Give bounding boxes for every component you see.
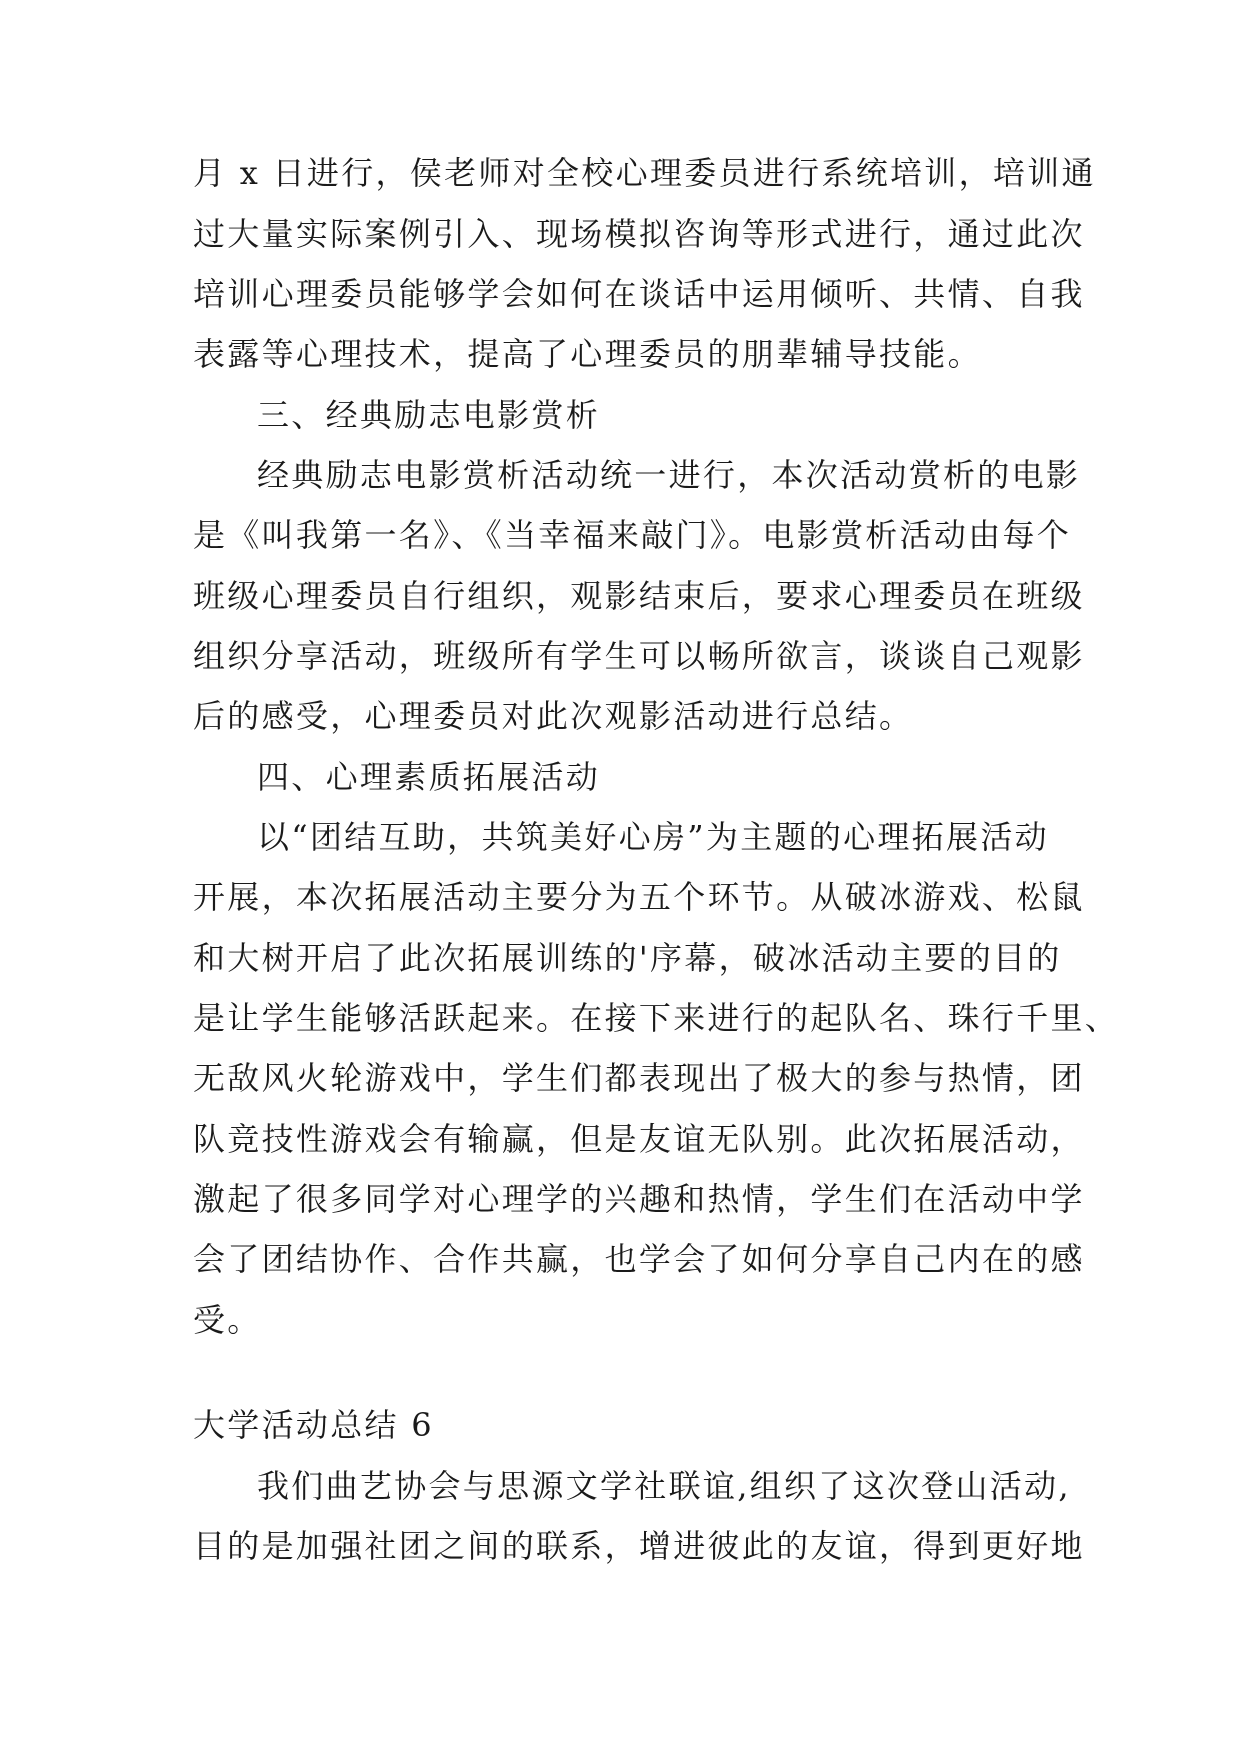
paragraph-line: 以“团结互助，共筑美好心房”为主题的心理拓展活动 [257, 818, 1049, 856]
paragraph-line: 受。 [193, 1301, 262, 1339]
section-heading-3: 三、经典励志电影赏析 [257, 396, 601, 434]
paragraph-line: 是《叫我第一名》、《当幸福来敲门》。电影赏析活动由每个 [193, 516, 1072, 554]
paragraph-line: 开展，本次拓展活动主要分为五个环节。从破冰游戏、松鼠 [193, 878, 1085, 916]
paragraph-line: 和大树开启了此次拓展训练的'序幕，破冰活动主要的目的 [193, 939, 1062, 977]
paragraph-line: 无敌风火轮游戏中，学生们都表现出了极大的参与热情，团 [193, 1059, 1085, 1097]
paragraph-line: 激起了很多同学对心理学的兴趣和热情，学生们在活动中学 [193, 1180, 1085, 1218]
paragraph-line: 班级心理委员自行组织，观影结束后，要求心理委员在班级 [193, 577, 1085, 615]
paragraph-line: 是让学生能够活跃起来。在接下来进行的起队名、珠行千里、 [193, 999, 1120, 1037]
paragraph-line: 会了团结协作、合作共赢，也学会了如何分享自己内在的感 [193, 1240, 1085, 1278]
paragraph-line: 过大量实际案例引入、现场模拟咨询等形式进行，通过此次 [193, 215, 1085, 253]
paragraph-line: 后的感受，心理委员对此次观影活动进行总结。 [193, 697, 914, 735]
paragraph-line: 组织分享活动，班级所有学生可以畅所欲言，谈谈自己观影 [193, 637, 1085, 675]
paragraph-line: 培训心理委员能够学会如何在谈话中运用倾听、共情、自我 [193, 275, 1085, 313]
paragraph-line: 目的是加强社团之间的联系，增进彼此的友谊，得到更好地 [193, 1527, 1085, 1565]
paragraph-line: 队竞技性游戏会有输赢，但是友谊无队别。此次拓展活动， [193, 1120, 1085, 1158]
paragraph-line: 表露等心理技术，提高了心理委员的朋辈辅导技能。 [193, 335, 982, 373]
paragraph-line: 我们曲艺协会与思源文学社联谊,组织了这次登山活动, [257, 1467, 1071, 1505]
paragraph-line: 经典励志电影赏析活动统一进行，本次活动赏析的电影 [257, 456, 1081, 494]
article-title: 大学活动总结 6 [193, 1406, 434, 1444]
section-heading-4: 四、心理素质拓展活动 [257, 758, 601, 796]
paragraph-line: 月 x 日进行，侯老师对全校心理委员进行系统培训，培训通 [193, 154, 1096, 192]
